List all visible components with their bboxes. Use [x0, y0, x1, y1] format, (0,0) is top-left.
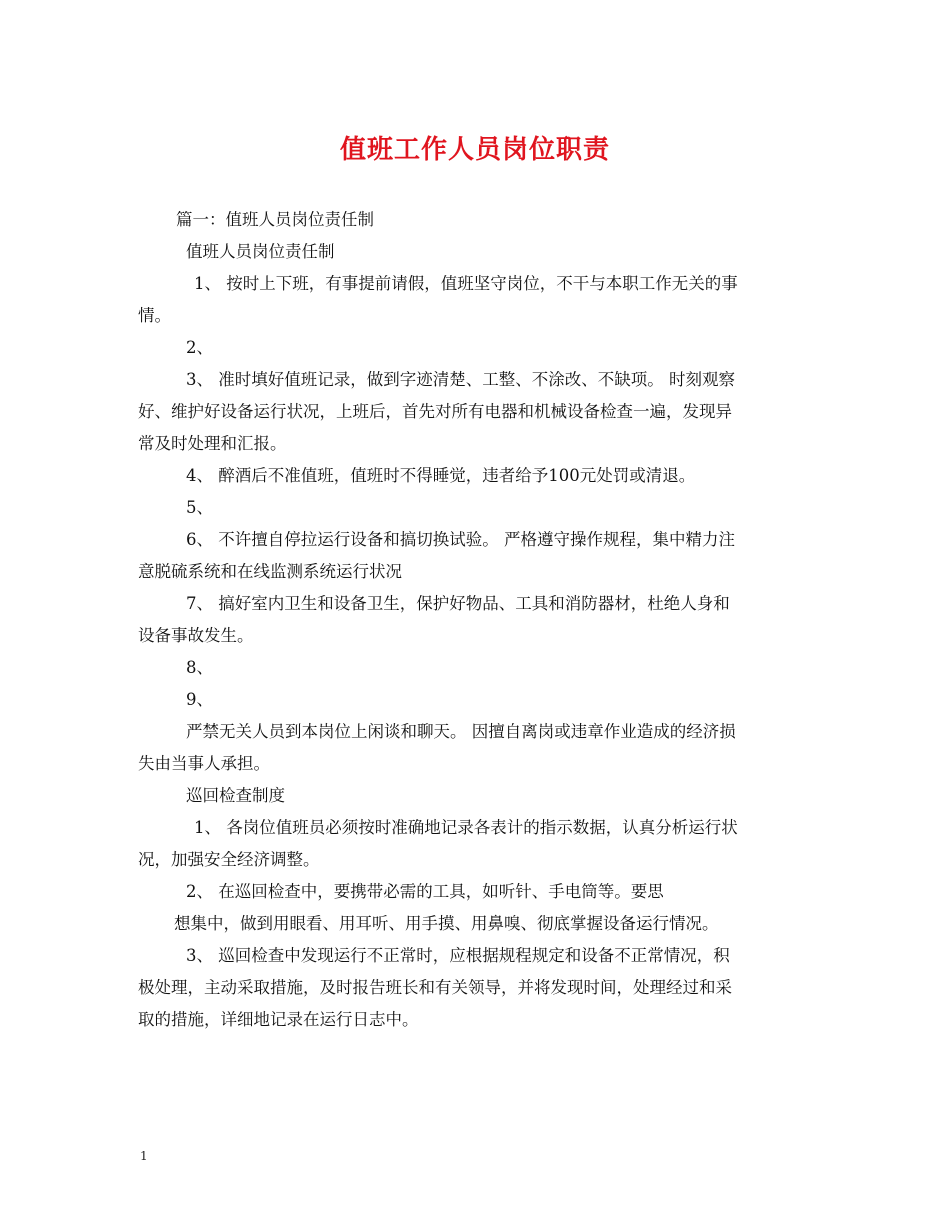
document-body: [138, 204, 812, 1036]
text-line: 6、 不许擅自停拉运行设备和搞切换试验。 严格遵守操作规程，集中精力注: [186, 530, 735, 549]
text-line: 好、维护好设备运行状况，上班后，首先对所有电器和机械设备检查一遍，发现异: [138, 402, 732, 421]
text-line: 4、 醉酒后不准值班，值班时不得睡觉，违者给予100元处罚或清退。: [186, 466, 696, 485]
text-line: 常及时处理和汇报。: [138, 434, 287, 453]
text-line: 2、 在巡回检查中，要携带必需的工具，如听针、手电筒等。要思: [186, 882, 664, 901]
page-number: 1: [140, 1149, 148, 1163]
text-line: 7、 搞好室内卫生和设备卫生，保护好物品、工具和消防器材，杜绝人身和: [186, 594, 730, 613]
text-line: 况，加强安全经济调整。: [138, 850, 320, 869]
text-line: 2、: [186, 338, 213, 357]
text-line: 失由当事人承担。: [138, 754, 270, 773]
text-line: 想集中，做到用眼看、用耳听、用手摸、用鼻嗅、彻底掌握设备运行情况。: [174, 914, 719, 933]
text-line: 9、: [186, 690, 213, 709]
text-line: 8、: [186, 658, 213, 677]
text-line: 3、 准时填好值班记录，做到字迹清楚、工整、不涂改、不缺项。 时刻观察: [186, 370, 735, 389]
text-line: 篇一：值班人员岗位责任制: [176, 210, 374, 229]
text-line: 严禁无关人员到本岗位上闲谈和聊天。 因擅自离岗或违章作业造成的经济损: [186, 722, 736, 741]
text-line: 设备事故发生。: [138, 626, 254, 645]
text-line: 1、 各岗位值班员必须按时准确地记录各表计的指示数据，认真分析运行状: [194, 818, 738, 837]
text-line: 巡回检查制度: [186, 786, 285, 805]
document-title: 值班工作人员岗位职责: [339, 135, 610, 165]
text-line: 3、 巡回检查中发现运行不正常时，应根据规程规定和设备不正常情况，积: [186, 946, 730, 965]
text-line: 5、: [186, 498, 213, 517]
text-line: 意脱硫系统和在线监测系统运行状况: [138, 562, 402, 581]
text-line: 值班人员岗位责任制: [186, 242, 335, 261]
text-line: 极处理，主动采取措施，及时报告班长和有关领导，并将发现时间，处理经过和采: [138, 978, 732, 997]
text-line: 情。: [138, 306, 171, 325]
text-line: 取的措施，详细地记录在运行日志中。: [138, 1010, 419, 1029]
text-line: 1、 按时上下班，有事提前请假，值班坚守岗位，不干与本职工作无关的事: [194, 274, 738, 293]
